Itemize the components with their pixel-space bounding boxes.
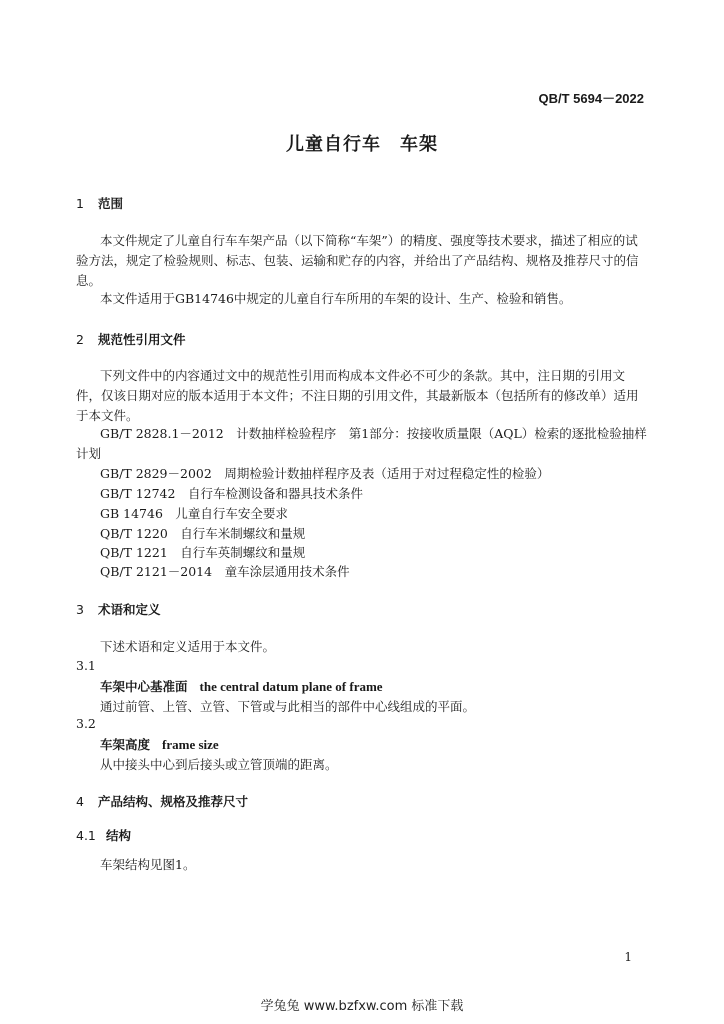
reference-item: QB/T 1220 自行车米制螺纹和量规 — [100, 526, 306, 541]
term-definition: 通过前管、上管、立管、下管或与此相当的部件中心线组成的平面。 — [100, 699, 476, 714]
subsection-4-1-title: 结构 — [106, 828, 132, 843]
subsection-4-1-number: 4.1 — [76, 828, 96, 843]
footer-watermark-text: 学兔兔 www.bzfxw.com 标准下载 — [260, 999, 464, 1014]
document-title: 儿童自行车 车架 — [286, 134, 438, 155]
section-4-heading — [76, 792, 248, 810]
section-3-heading — [76, 600, 161, 618]
section-2-heading — [76, 330, 186, 348]
term-number: 3.2 — [76, 716, 96, 731]
subsection-4-1-text: 车架结构见图1。 — [100, 857, 196, 872]
section-1-paragraph-2: 本文件适用于GB14746中规定的儿童自行车所用的车架的设计、生产、检验和销售。 — [100, 291, 572, 306]
section-3-number: 3 — [76, 602, 84, 617]
section-3-title: 术语和定义 — [98, 602, 161, 617]
reference-item: GB/T 2828.1－2012 计数抽样检验程序 第1部分：按接收质量限（AQL）检索的逐批检验抽样计划 — [76, 426, 647, 461]
subsection-4-1-heading — [76, 826, 131, 844]
term-name-en: frame size — [162, 737, 219, 752]
term-definition: 从中接头中心到后接头或立管顶端的距离。 — [100, 757, 338, 772]
section-2-title: 规范性引用文件 — [98, 332, 186, 347]
section-1-number: 1 — [76, 196, 84, 211]
term-name-zh: 车架高度 — [100, 737, 151, 752]
section-1-heading — [76, 194, 123, 212]
reference-item: QB/T 1221 自行车英制螺纹和量规 — [100, 545, 306, 560]
section-4-title: 产品结构、规格及推荐尺寸 — [98, 794, 249, 809]
section-1-paragraph-1: 本文件规定了儿童自行车车架产品（以下简称“车架”）的精度、强度等技术要求，描述了相应的试验方法，规定了检验规则、标志、包装、运输和贮存的内容，并给出了产品结构、规格及推荐尺寸的信息。 — [76, 233, 639, 288]
page-number: 1 — [624, 950, 632, 964]
term-number: 3.1 — [76, 658, 96, 673]
reference-item: GB/T 12742 自行车检测设备和器具技术条件 — [100, 486, 363, 501]
term-name — [100, 735, 219, 753]
section-4-number: 4 — [76, 794, 84, 809]
term-name-zh: 车架中心基准面 — [100, 679, 188, 694]
section-3-intro: 下述术语和定义适用于本文件。 — [100, 639, 276, 654]
reference-item: GB 14746 儿童自行车安全要求 — [100, 506, 288, 521]
reference-item: GB/T 2829－2002 周期检验计数抽样程序及表（适用于对过程稳定性的检验） — [100, 466, 550, 481]
section-1-title: 范围 — [98, 196, 124, 211]
section-2-number: 2 — [76, 332, 84, 347]
section-2-intro: 下列文件中的内容通过文中的规范性引用而构成本文件必不可少的条款。其中，注日期的引用文件，仅该日期对应的版本适用于本文件；不注日期的引用文件，其最新版本（包括所有的修改单）适用于本文件。 — [76, 368, 639, 423]
term-name — [100, 677, 383, 695]
standard-code: QB/T 5694－2022 — [538, 91, 644, 106]
reference-item: QB/T 2121－2014 童车涂层通用技术条件 — [100, 564, 350, 579]
term-name-en: the central datum plane of frame — [199, 679, 383, 694]
